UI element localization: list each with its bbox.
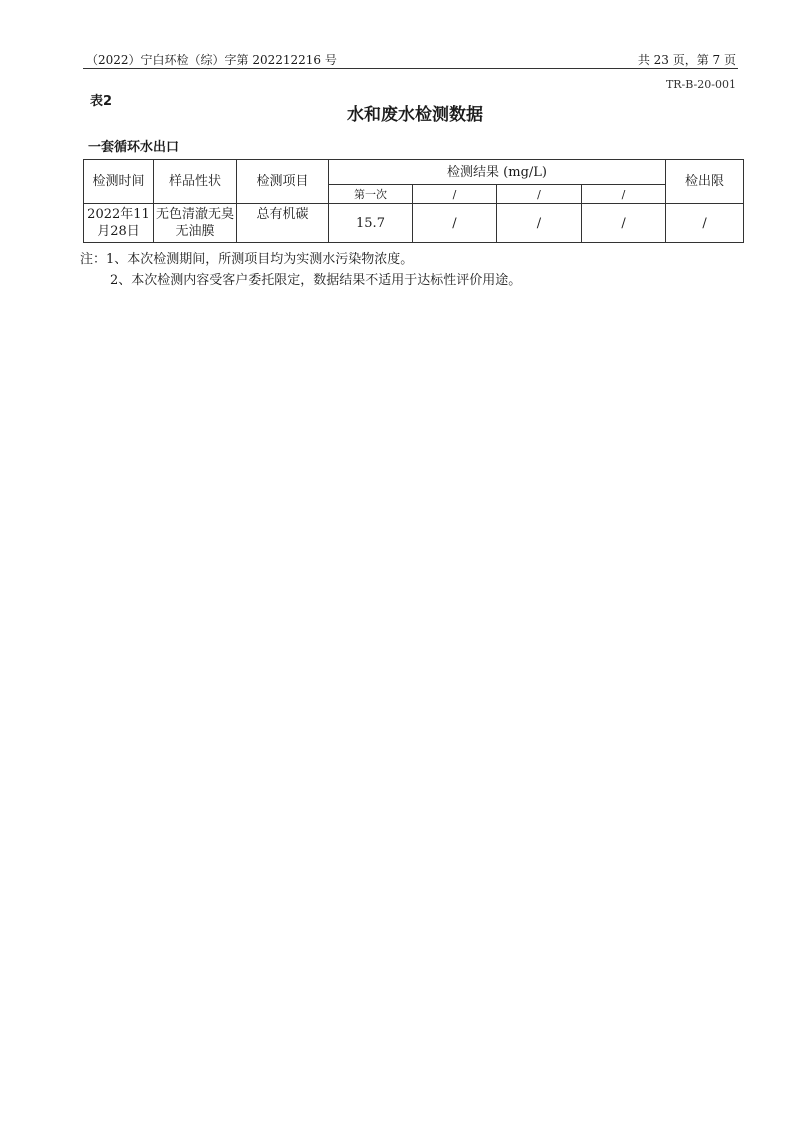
note-1: 注：1、本次检测期间，所测项目均为实测水污染物浓度。 <box>80 252 414 267</box>
table-row <box>84 204 744 243</box>
cell-value-2: / <box>413 204 497 243</box>
header-item: 检测项目 <box>237 160 329 204</box>
note-2: 2、本次检测内容受客户委托限定，数据结果不适用于达标性评价用途。 <box>110 273 522 288</box>
form-code: TR-B-20-001 <box>665 78 736 91</box>
header-limit: 检出限 <box>666 160 744 204</box>
header-sample: 样品性状 <box>154 160 237 204</box>
header-results: 检测结果 (mg/L) <box>329 160 666 185</box>
cell-sample: 无色清澈无臭无油膜 <box>154 204 237 243</box>
subheader-4: / <box>582 185 666 204</box>
page-info: 共 23 页，第 7 页 <box>637 53 736 67</box>
page-title: 水和废水检测数据 <box>347 105 483 125</box>
data-table <box>83 159 744 243</box>
subheader-2: / <box>413 185 497 204</box>
header-divider <box>83 68 738 69</box>
notes <box>80 249 521 291</box>
subheader-3: / <box>497 185 582 204</box>
cell-item: 总有机碳 <box>237 204 329 243</box>
subheader-1: 第一次 <box>329 185 413 204</box>
cell-value-1: 15.7 <box>329 204 413 243</box>
cell-time: 2022年11月28日 <box>84 204 154 243</box>
cell-value-3: / <box>497 204 582 243</box>
report-number: （2022）宁白环检（综）字第 202212216 号 <box>86 53 337 67</box>
section-title: 一套循环水出口 <box>88 140 180 155</box>
cell-value-4: / <box>582 204 666 243</box>
table-label: 表2 <box>90 94 113 109</box>
header-time: 检测时间 <box>84 160 154 204</box>
cell-limit: / <box>666 204 744 243</box>
